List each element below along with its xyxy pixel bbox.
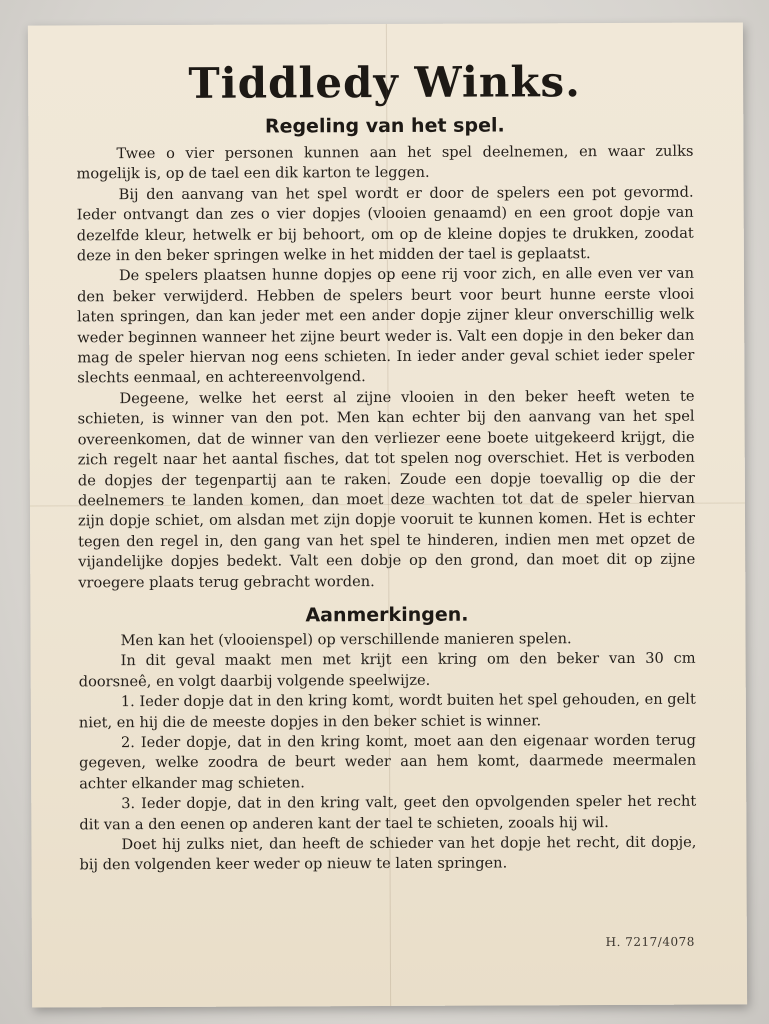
document-title: Tiddledy Winks.: [188, 57, 581, 108]
rules-paragraph: De spelers plaatsen hunne dopjes op eene rij voor zich, en alle even ver van den beker verwijderd. Hebben de spelers beurt voor beurt hunne eerste vlooi laten springen, dan kan jeder met een ander dopje zijner kleur onverschillig welk weder beginnen wanneer het zijne beurt weder is. Valt een dopje in den beker dan mag de speler hiervan nog eens schieten. In ieder ander geval schiet ieder speler slechts eenmaal, en achtereenvolgend.: [77, 265, 695, 387]
notes-paragraph: 3. Ieder dopje, dat in den kring valt, geet den opvolgenden speler het recht dit van a den eenen op anderen kant der tael te schieten, zooals hij wil.: [79, 792, 697, 833]
print-code: H. 7217/4078: [605, 934, 695, 950]
notes-paragraph: Men kan het (vlooienspel) op verschillende manieren spelen.: [120, 630, 572, 650]
paper-sheet: [28, 22, 747, 1007]
rules-paragraph: Twee o vier personen kunnen aan het spel deelnemen, en waar zulks mogelijk is, op de tael een dik karton te leggen.: [76, 142, 694, 183]
rules-paragraph: Bij den aanvang van het spel wordt er door de spelers een pot gevormd. Ieder ontvangt dan zes o vier dopjes (vlooien genaamd) en een groot dopje van dezelfde kleur, hetwelk er bij behoort, om op de kleine dopjes te drukken, zoodat deze in den beker springen welke in het midden der tael is geplaatst.: [76, 183, 694, 265]
notes-paragraph: 2. Ieder dopje, dat in den kring komt, moet aan den eigenaar worden terug gegeven, welke zoodra de beurt weder aan hem komt, daarmede meermalen achter elkander mag schieten.: [79, 731, 697, 793]
rules-paragraph: Degeene, welke het eerst al zijne vlooien in den beker heeft weten te schieten, is winner van den pot. Men kan echter bij den aanvang van het spel overeenkomen, dat de winner van den verliezer eene boete uitgekeerd krijgt, die zich regelt naar het aantal fisches, dat tot spelen nog overschiet. Het is verboden de dopjes der tegenpartij aan te raken. Zoude een dopje toevallig op die der deelnemers te landen komen, dan moet deze wachten tot dat de speler hiervan zijn dopje schiet, om alsdan met zijn dopje vooruit te kunnen komen. Het is echter tegen den regel in, den gang van het spel te hinderen, indien men met opzet de vijandelijke dopjes bedekt. Valt een dobje op den grond, dan moet dit op zijne vroegere plaats terug gebracht worden.: [77, 387, 696, 591]
notes-paragraph: In dit geval maakt men met krijt een kring om den beker van 30 cm doorsneê, en volgt daarbij volgende speelwijze.: [78, 650, 696, 691]
document-subtitle: Regeling van het spel.: [264, 114, 505, 138]
notes-title: Aanmerkingen.: [305, 603, 469, 627]
notes-paragraph: 1. Ieder dopje dat in den kring komt, wordt buiten het spel gehouden, en gelt niet, en hij die de meeste dopjes in den beker schiet is winner.: [78, 690, 696, 731]
notes-paragraph: Doet hij zulks niet, dan heeft de schieder van het dopje het recht, dit dopje, bij den volgenden keer weder op nieuw te laten springen.: [79, 833, 697, 874]
